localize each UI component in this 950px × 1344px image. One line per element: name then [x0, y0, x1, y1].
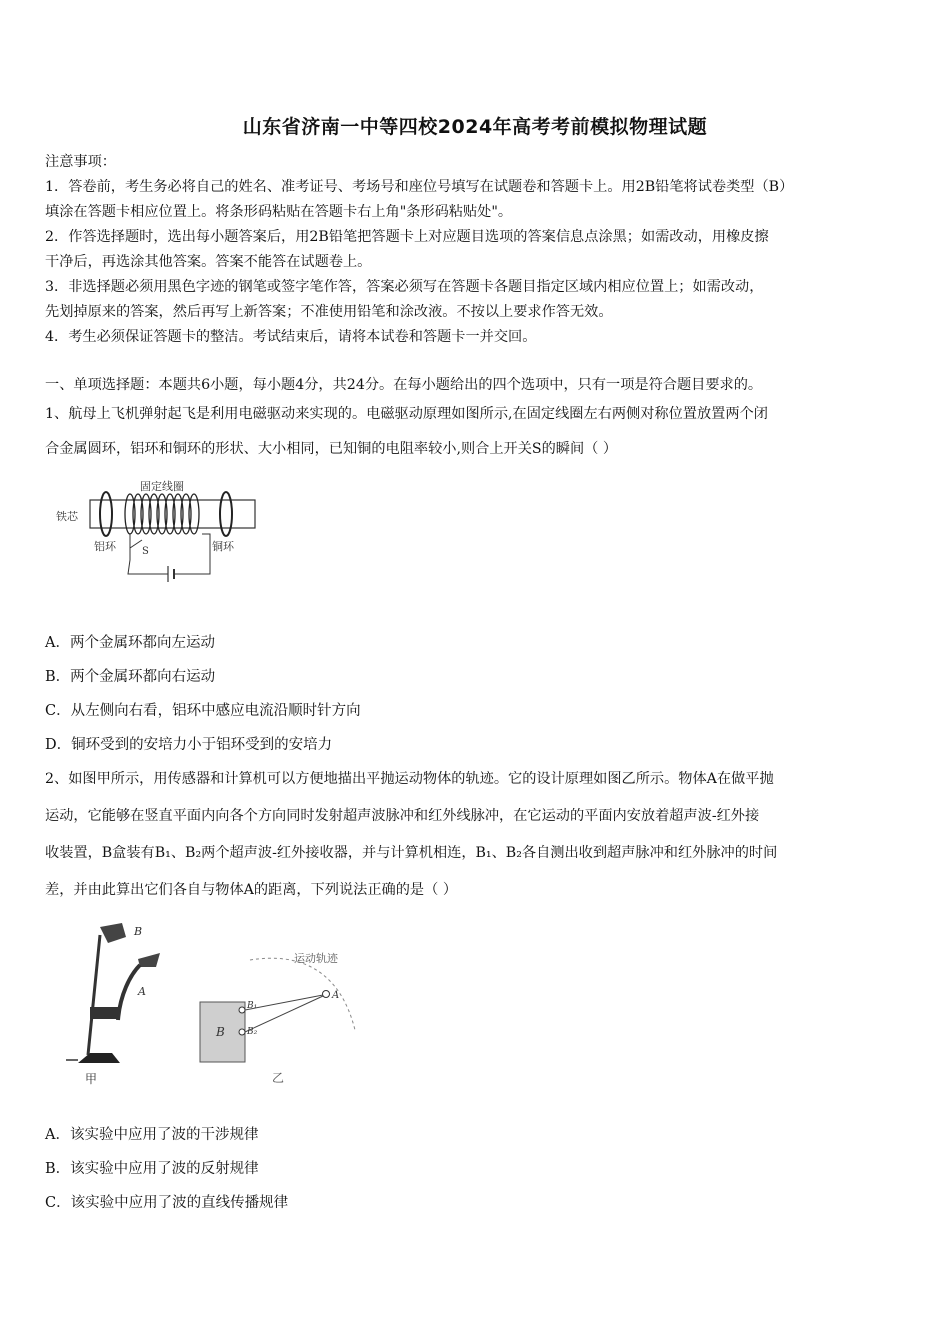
notice-heading: 注意事项：: [45, 154, 116, 170]
notice-line: 先划掉原来的答案，然后再写上新答案；不准使用铅笔和涂改液。不按以上要求作答无效。: [45, 304, 613, 320]
label-core: 铁芯: [56, 510, 78, 523]
circuit-wire-right: [174, 534, 210, 574]
q2-stem-line: 2、如图甲所示，用传感器和计算机可以方便地描出平抛运动物体的轨迹。它的设计原理如图乙所示。物体A在做平抛: [45, 771, 774, 787]
switch-lever: [130, 540, 142, 548]
label-b: B: [216, 1025, 225, 1039]
page-title: 山东省济南一中等四校2024年高考考前模拟物理试题: [242, 116, 708, 138]
notice-line: 3．非选择题必须用黑色字迹的钢笔或签字笔作答，答案必须写在答题卡各题目指定区域内相应位置上；如需改动，: [45, 279, 764, 295]
aluminum-ring: [100, 492, 112, 536]
object-a: [323, 991, 330, 998]
label-b: B: [134, 925, 143, 938]
q1-option-b: B．两个金属环都向右运动: [45, 669, 216, 685]
q1-option-d: D．铜环受到的安培力小于铝环受到的安培力: [45, 737, 333, 753]
label-b1: B₁: [247, 1001, 258, 1011]
label-b2: B₂: [247, 1027, 258, 1037]
q2-stem-line: 差，并由此算出它们各自与物体A的距离，下列说法正确的是（ ）: [45, 882, 458, 898]
notice-line: 1．答卷前，考生务必将自己的姓名、准考证号、考场号和座位号填写在试题卷和答题卡上。用2B铅笔将试卷类型（B）: [45, 179, 794, 195]
label-al-ring: 铝环: [94, 540, 116, 553]
q1-stem-line: 1、航母上飞机弹射起飞是利用电磁驱动来实现的。电磁驱动原理如图所示,在固定线圈左右两侧对称位置放置两个闭: [45, 406, 768, 422]
copper-ring: [220, 492, 232, 536]
ramp: [118, 965, 140, 1020]
label-jia: 甲: [85, 1072, 98, 1086]
q1-stem-line: 合金属圆环，铝环和铜环的形状、大小相同，已知铜的电阻率较小,则合上开关S的瞬间（ ）: [45, 441, 618, 457]
receiver-b2: [239, 1029, 245, 1035]
label-a: A: [332, 990, 340, 1001]
q1-circuit-figure: [50, 470, 270, 585]
q2-option-b: B．该实验中应用了波的反射规律: [45, 1161, 259, 1177]
label-yi: 乙: [272, 1071, 285, 1085]
q2-figure-jia: [60, 915, 170, 1090]
q2-figure-yi: [190, 940, 365, 1090]
clamp: [90, 1007, 118, 1019]
q2-option-a: A．该实验中应用了波的干涉规律: [45, 1127, 259, 1143]
launcher-a: [138, 953, 160, 967]
section-heading: 一、单项选择题：本题共6小题，每小题4分，共24分。在每小题给出的四个选项中，只有一项是符合题目要求的。: [45, 377, 763, 393]
q1-option-a: A．两个金属环都向左运动: [45, 635, 215, 651]
label-a: A: [138, 985, 146, 998]
label-switch: S: [142, 546, 149, 557]
q2-option-c: C．该实验中应用了波的直线传播规律: [45, 1195, 289, 1211]
notice-line: 2．作答选择题时，选出每小题答案后，用2B铅笔把答题卡上对应题目选项的答案信息点涂黑；如需改动，用橡皮擦: [45, 229, 769, 245]
label-trajectory: 运动轨迹: [294, 952, 338, 965]
label-coil: 固定线圈: [140, 480, 184, 493]
receiver-b1: [239, 1007, 245, 1013]
stand-base: [78, 1053, 120, 1063]
receiver-b: [100, 923, 126, 943]
label-cu-ring: 铜环: [212, 540, 234, 553]
notice-line: 4．考生必须保证答题卡的整洁。考试结束后，请将本试卷和答题卡一并交回。: [45, 329, 537, 345]
q2-stem-line: 收装置，B盒装有B₁、B₂两个超声波-红外接收器，并与计算机相连，B₁、B₂各自测出收到超声脉冲和红外脉冲的时间: [45, 845, 778, 861]
q1-option-c: C．从左侧向右看，铝环中感应电流沿顺时针方向: [45, 703, 361, 719]
stand-pole: [88, 935, 100, 1055]
q2-stem-line: 运动，它能够在竖直平面内向各个方向同时发射超声波脉冲和红外线脉冲，在它运动的平面内安放着超声波-红外接: [45, 808, 760, 824]
notice-line: 填涂在答题卡相应位置上。将条形码粘贴在答题卡右上角"条形码粘贴处"。: [45, 204, 513, 220]
trajectory-curve: [250, 958, 355, 1030]
notice-line: 干净后，再选涂其他答案。答案不能答在试题卷上。: [45, 254, 372, 270]
